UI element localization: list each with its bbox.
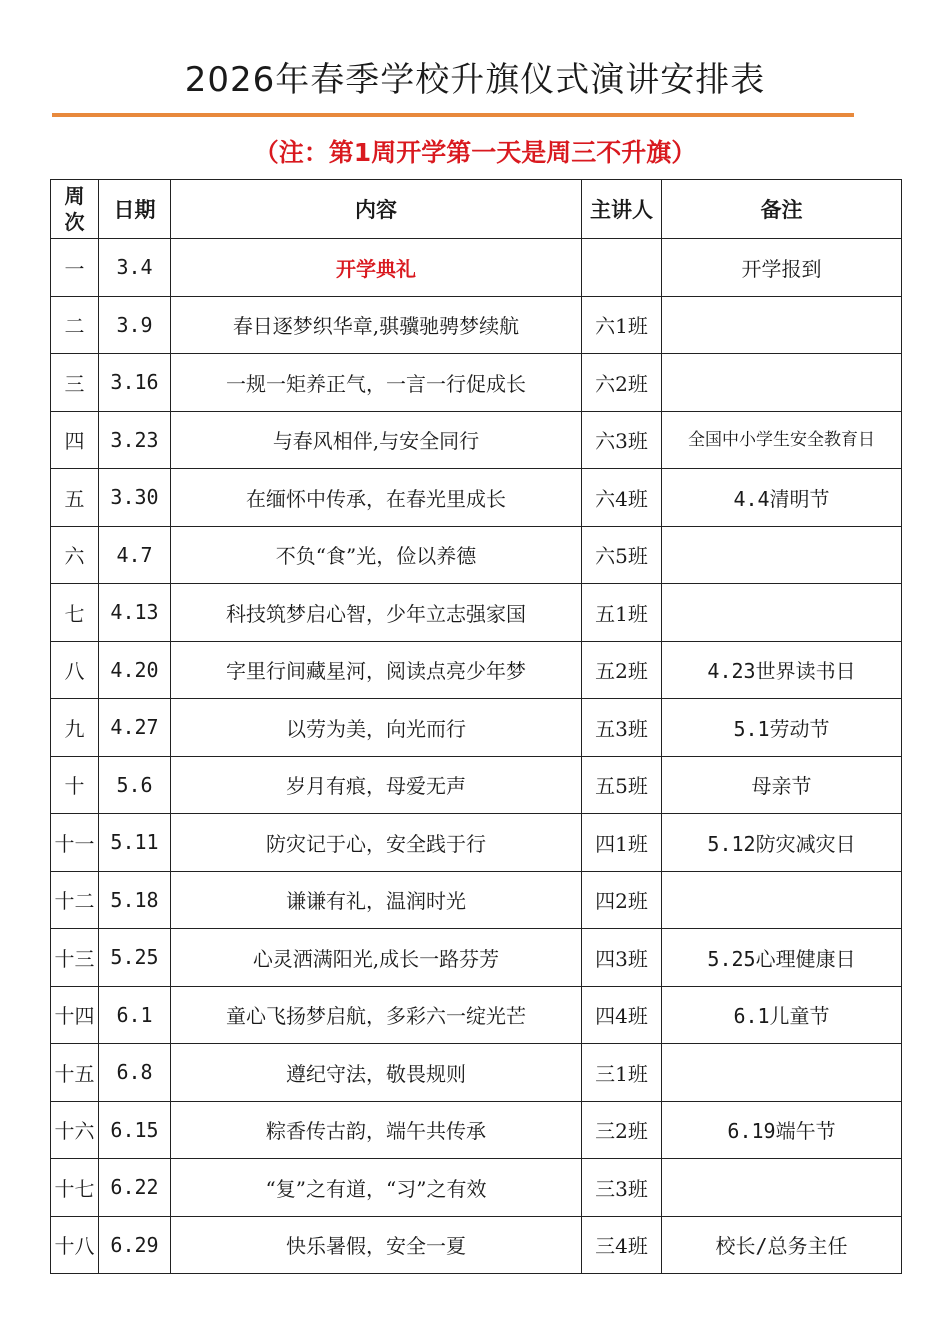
table-row — [51, 239, 902, 297]
date-cell: 3.4 — [99, 239, 171, 297]
speaker-cell: 五1班 — [582, 584, 662, 642]
remark-cell — [662, 296, 902, 354]
date-cell: 3.16 — [99, 354, 171, 412]
table-row — [51, 699, 902, 757]
table-row — [51, 1044, 902, 1102]
header-date: 日期 — [99, 180, 171, 239]
speaker-cell: 四2班 — [582, 871, 662, 929]
week-cell: 九 — [51, 699, 99, 757]
date-cell: 6.1 — [99, 986, 171, 1044]
header-speaker: 主讲人 — [582, 180, 662, 239]
speaker-cell: 四3班 — [582, 929, 662, 987]
table-row — [51, 584, 902, 642]
speaker-cell: 四1班 — [582, 814, 662, 872]
date-cell: 6.15 — [99, 1101, 171, 1159]
content-cell: 不负“食”光，俭以养德 — [171, 526, 582, 584]
table-header-row — [51, 180, 902, 239]
remark-cell: 4.4清明节 — [662, 469, 902, 527]
table-row — [51, 1159, 902, 1217]
content-cell: 在缅怀中传承，在春光里成长 — [171, 469, 582, 527]
week-cell: 五 — [51, 469, 99, 527]
table-row — [51, 469, 902, 527]
content-cell: 以劳为美，向光而行 — [171, 699, 582, 757]
week-cell: 十八 — [51, 1216, 99, 1274]
date-cell: 4.20 — [99, 641, 171, 699]
week-cell: 十二 — [51, 871, 99, 929]
remark-cell: 5.1劳动节 — [662, 699, 902, 757]
remark-cell: 6.19端午节 — [662, 1101, 902, 1159]
table-row — [51, 296, 902, 354]
table-row — [51, 641, 902, 699]
speaker-cell: 五3班 — [582, 699, 662, 757]
date-cell: 3.30 — [99, 469, 171, 527]
content-cell: 岁月有痕，母爱无声 — [171, 756, 582, 814]
table-row — [51, 354, 902, 412]
remark-cell — [662, 1044, 902, 1102]
content-cell: 快乐暑假，安全一夏 — [171, 1216, 582, 1274]
week-cell: 六 — [51, 526, 99, 584]
week-cell: 三 — [51, 354, 99, 412]
table-row — [51, 929, 902, 987]
content-cell: 春日逐梦织华章,骐骥驰骋梦续航 — [171, 296, 582, 354]
content-cell: 防灾记于心，安全践于行 — [171, 814, 582, 872]
header-week — [51, 180, 99, 239]
speaker-cell: 五2班 — [582, 641, 662, 699]
schedule-note: （注：第1周开学第一天是周三不升旗） — [253, 138, 697, 167]
content-cell: 一规一矩养正气，一言一行促成长 — [171, 354, 582, 412]
header-week-line2: 次 — [64, 210, 85, 234]
content-cell: 心灵洒满阳光,成长一路芬芳 — [171, 929, 582, 987]
date-cell: 3.23 — [99, 411, 171, 469]
date-cell: 5.11 — [99, 814, 171, 872]
week-cell: 十六 — [51, 1101, 99, 1159]
speaker-cell: 六5班 — [582, 526, 662, 584]
week-cell: 十三 — [51, 929, 99, 987]
date-cell: 4.7 — [99, 526, 171, 584]
speaker-cell: 六1班 — [582, 296, 662, 354]
schedule-table — [50, 179, 902, 1274]
page-title: 2026年春季学校升旗仪式演讲安排表 — [184, 60, 766, 100]
content-cell: 与春风相伴,与安全同行 — [171, 411, 582, 469]
table-row — [51, 814, 902, 872]
remark-cell — [662, 1159, 902, 1217]
date-cell: 5.6 — [99, 756, 171, 814]
remark-cell — [662, 526, 902, 584]
speaker-cell: 四4班 — [582, 986, 662, 1044]
date-cell: 4.13 — [99, 584, 171, 642]
table-row — [51, 526, 902, 584]
week-cell: 二 — [51, 296, 99, 354]
remark-cell: 5.12防灾减灾日 — [662, 814, 902, 872]
table-row — [51, 871, 902, 929]
content-cell: 粽香传古韵，端午共传承 — [171, 1101, 582, 1159]
week-cell: 八 — [51, 641, 99, 699]
date-cell: 6.22 — [99, 1159, 171, 1217]
speaker-cell: 三3班 — [582, 1159, 662, 1217]
content-cell: 开学典礼 — [171, 239, 582, 297]
date-cell: 5.25 — [99, 929, 171, 987]
header-week-line1: 周 — [64, 184, 85, 208]
title-divider — [52, 113, 854, 117]
date-cell: 5.18 — [99, 871, 171, 929]
table-row — [51, 756, 902, 814]
remark-cell: 开学报到 — [662, 239, 902, 297]
date-cell: 6.29 — [99, 1216, 171, 1274]
speaker-cell: 三2班 — [582, 1101, 662, 1159]
content-cell: 遵纪守法，敬畏规则 — [171, 1044, 582, 1102]
week-cell: 十 — [51, 756, 99, 814]
week-cell: 十四 — [51, 986, 99, 1044]
content-cell: 童心飞扬梦启航，多彩六一绽光芒 — [171, 986, 582, 1044]
header-content: 内容 — [171, 180, 582, 239]
speaker-cell: 六2班 — [582, 354, 662, 412]
remark-cell: 母亲节 — [662, 756, 902, 814]
content-cell: 科技筑梦启心智，少年立志强家国 — [171, 584, 582, 642]
week-cell: 七 — [51, 584, 99, 642]
content-cell: 谦谦有礼，温润时光 — [171, 871, 582, 929]
week-cell: 一 — [51, 239, 99, 297]
table-row — [51, 411, 902, 469]
table-row — [51, 986, 902, 1044]
remark-cell: 6.1儿童节 — [662, 986, 902, 1044]
content-cell: 字里行间藏星河，阅读点亮少年梦 — [171, 641, 582, 699]
table-row — [51, 1101, 902, 1159]
speaker-cell: 三4班 — [582, 1216, 662, 1274]
speaker-cell: 三1班 — [582, 1044, 662, 1102]
date-cell: 3.9 — [99, 296, 171, 354]
remark-cell: 4.23世界读书日 — [662, 641, 902, 699]
remark-cell: 全国中小学生安全教育日 — [662, 411, 902, 469]
content-cell: “复”之有道，“习”之有效 — [171, 1159, 582, 1217]
remark-cell: 校长/总务主任 — [662, 1216, 902, 1274]
remark-cell: 5.25心理健康日 — [662, 929, 902, 987]
week-cell: 十五 — [51, 1044, 99, 1102]
table-row — [51, 1216, 902, 1274]
speaker-cell: 六3班 — [582, 411, 662, 469]
week-cell: 四 — [51, 411, 99, 469]
header-remark: 备注 — [662, 180, 902, 239]
speaker-cell: 六4班 — [582, 469, 662, 527]
remark-cell — [662, 871, 902, 929]
week-cell: 十一 — [51, 814, 99, 872]
date-cell: 6.8 — [99, 1044, 171, 1102]
speaker-cell — [582, 239, 662, 297]
date-cell: 4.27 — [99, 699, 171, 757]
speaker-cell: 五5班 — [582, 756, 662, 814]
remark-cell — [662, 584, 902, 642]
remark-cell — [662, 354, 902, 412]
week-cell: 十七 — [51, 1159, 99, 1217]
